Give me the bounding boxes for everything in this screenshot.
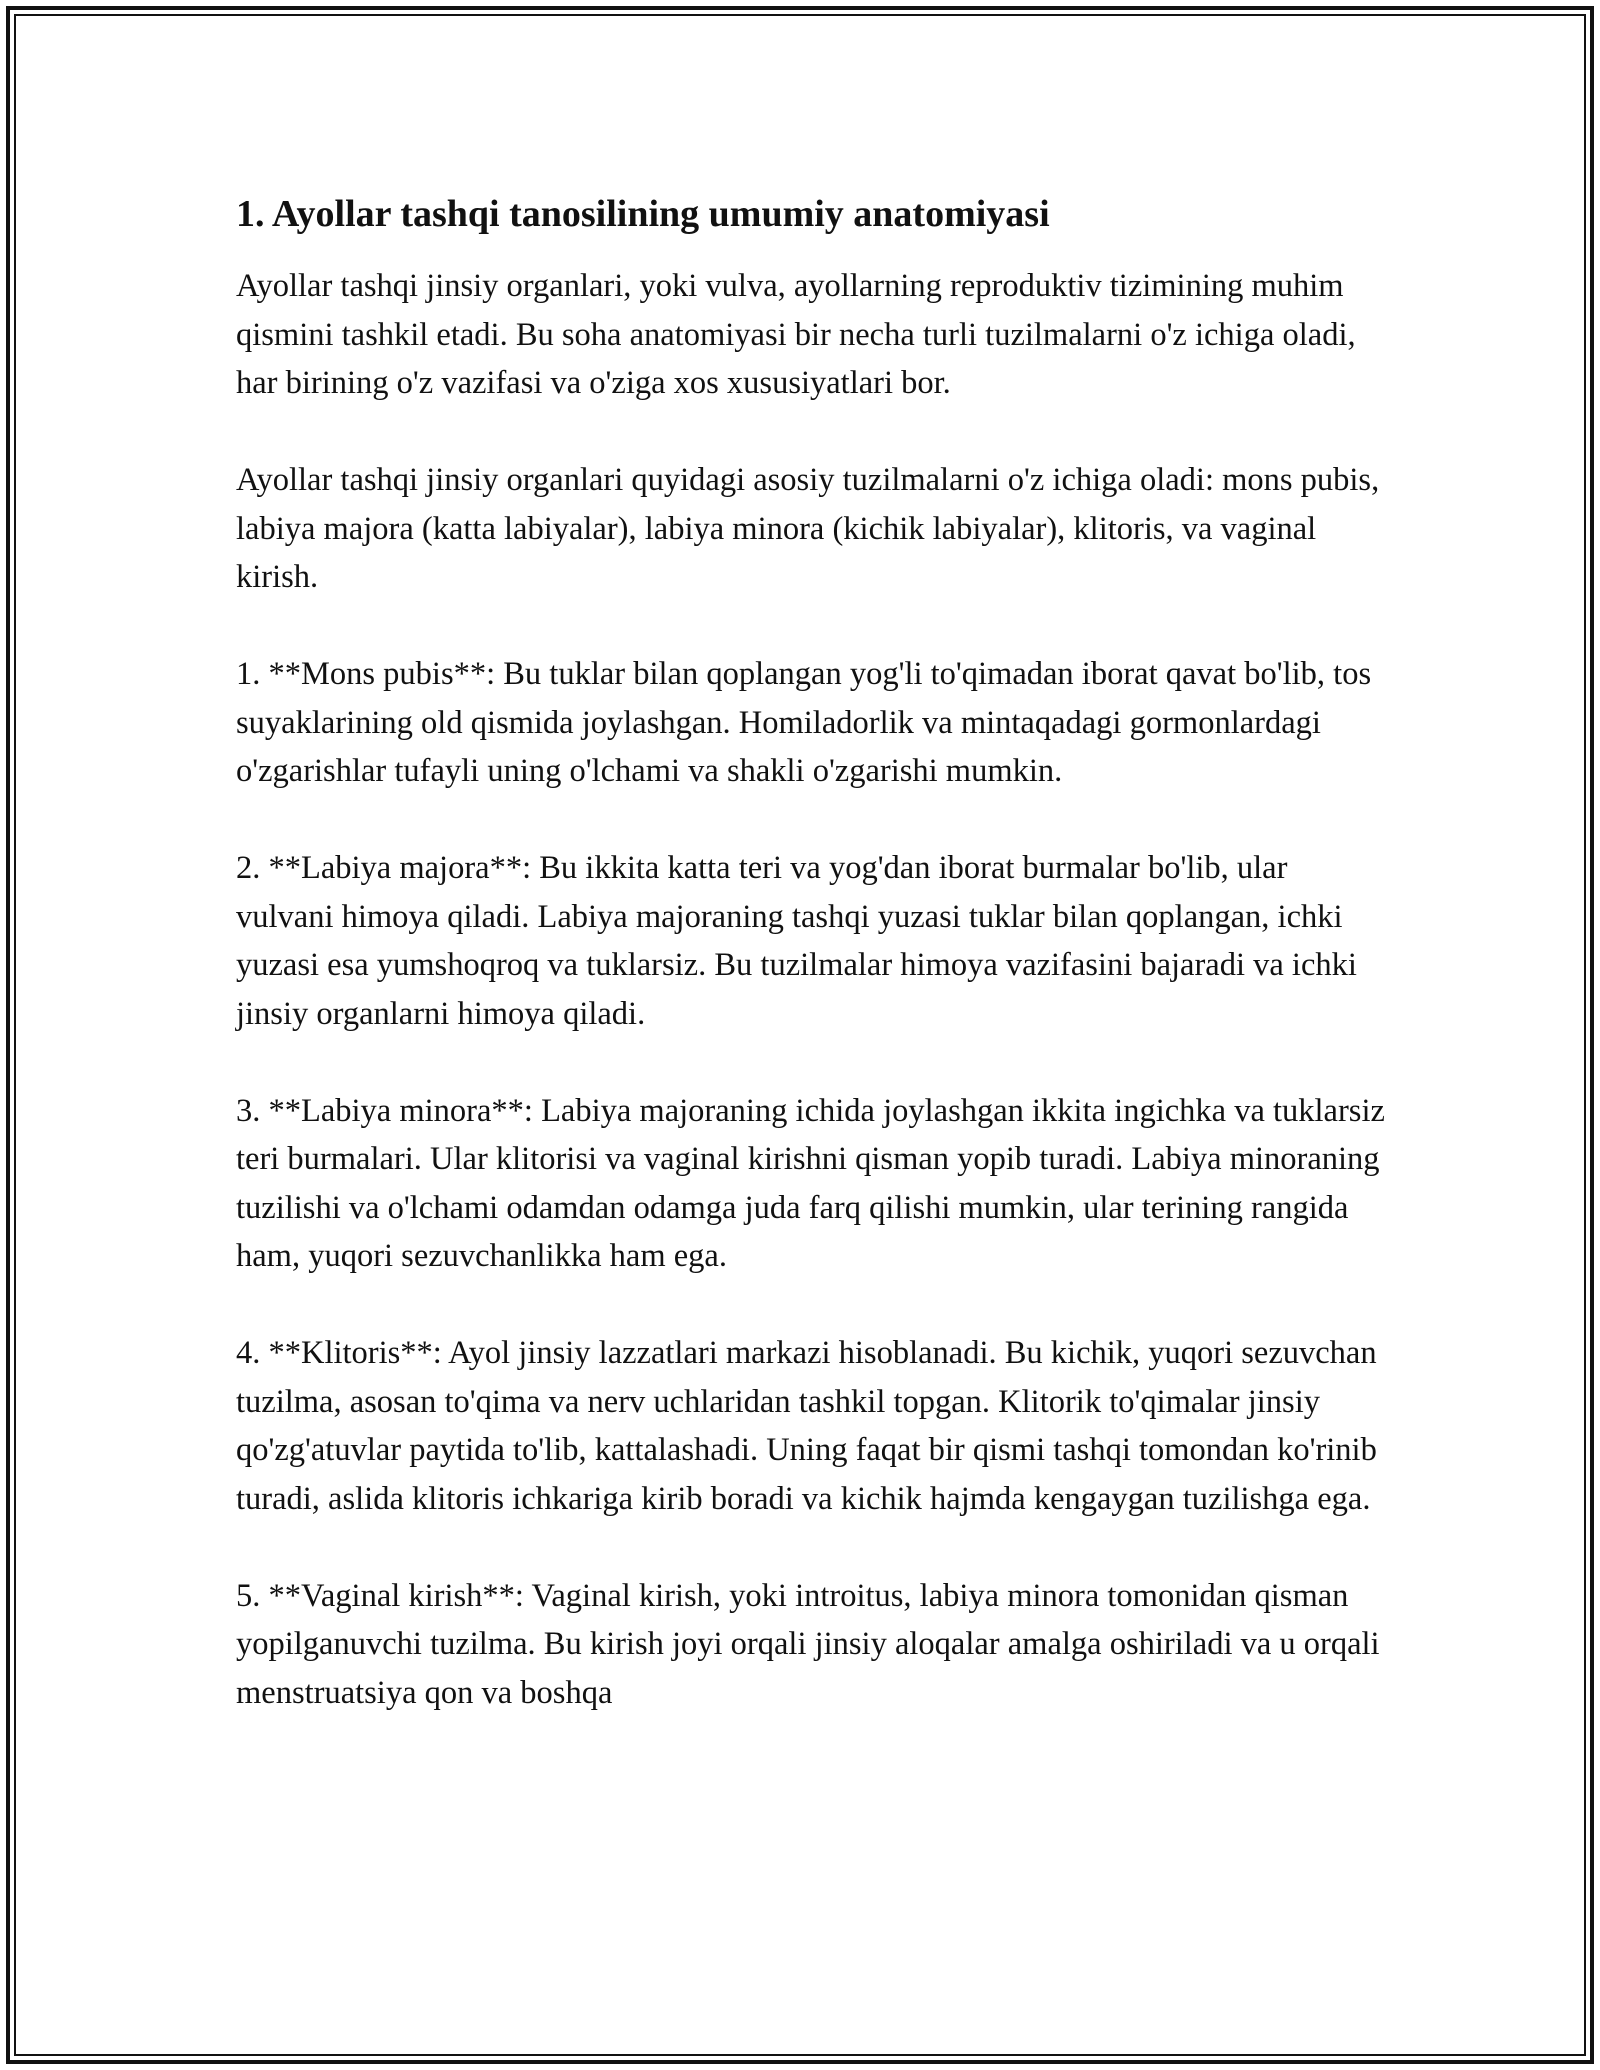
paragraph-labiya-majora: 2. **Labiya majora**: Bu ikkita katta teri va yog'dan iborat burmalar bo'lib, ular vulvani himoya qiladi. Labiya majoraning tashqi yuzasi tuklar bilan qoplangan, ichki yuzasi esa yumshoqroq va tuklarsiz. Bu tuzilmalar himoya vazifasini bajaradi va ichki jinsiy organlarni himoya qiladi. bbox=[236, 850, 1357, 1032]
section-heading: 1. Ayollar tashqi tanosilining umumiy anatomiyasi bbox=[236, 193, 1050, 235]
paragraph-structures-overview: Ayollar tashqi jinsiy organlari quyidagi asosiy tuzilmalarni o'z ichiga oladi: mons pubis, labiya majora (katta labiyalar), labiya minora (kichik labiyalar), klitoris, va vaginal kirish. bbox=[236, 462, 1380, 595]
paragraph-klitoris: 4. **Klitoris**: Ayol jinsiy lazzatlari markazi hisoblanadi. Bu kichik, yuqori sezuvchan tuzilma, asosan to'qima va nerv uchlaridan tashkil topgan. Klitorik to'qimalar jinsiy qo'zg'atuvlar paytida to'lib, kattalashadi. Uning faqat bir qismi tashqi tomondan ko'rinib turadi, aslida klitoris ichkariga kirib boradi va kichik hajmda kengaygan tuzilishga ega. bbox=[236, 1335, 1377, 1517]
paragraph-labiya-minora: 3. **Labiya minora**: Labiya majoraning ichida joylashgan ikkita ingichka va tuklarsiz teri burmalari. Ular klitorisi va vaginal kirishni qisman yopib turadi. Labiya minoraning tuzilishi va o'lchami odamdan odamga juda farq qilishi mumkin, ular terining rangida ham, yuqori sezuvchanlikka ham ega. bbox=[236, 1092, 1385, 1274]
paragraph-mons-pubis: 1. **Mons pubis**: Bu tuklar bilan qoplangan yog'li to'qimadan iborat qavat bo'lib, tos suyaklarining old qismida joylashgan. Homiladorlik va mintaqadagi gormonlardagi o'zgarishlar tufayli uning o'lchami va shakli o'zgarishi mumkin. bbox=[236, 656, 1372, 789]
paragraph-intro: Ayollar tashqi jinsiy organlari, yoki vulva, ayollarning reproduktiv tizimining muhim qismini tashkil etadi. Bu soha anatomiyasi bir necha turli tuzilmalarni o'z ichiga oladi, har birining o'z vazifasi va o'ziga xos xususiyatlari bor. bbox=[236, 268, 1356, 401]
paragraph-vaginal-kirish: 5. **Vaginal kirish**: Vaginal kirish, yoki introitus, labiya minora tomonidan qisman yopilganuvchi tuzilma. Bu kirish joyi orqali jinsiy aloqalar amalga oshiriladi va u orqali menstruatsiya qon va boshqa bbox=[236, 1577, 1380, 1711]
document-body bbox=[236, 188, 1386, 1717]
